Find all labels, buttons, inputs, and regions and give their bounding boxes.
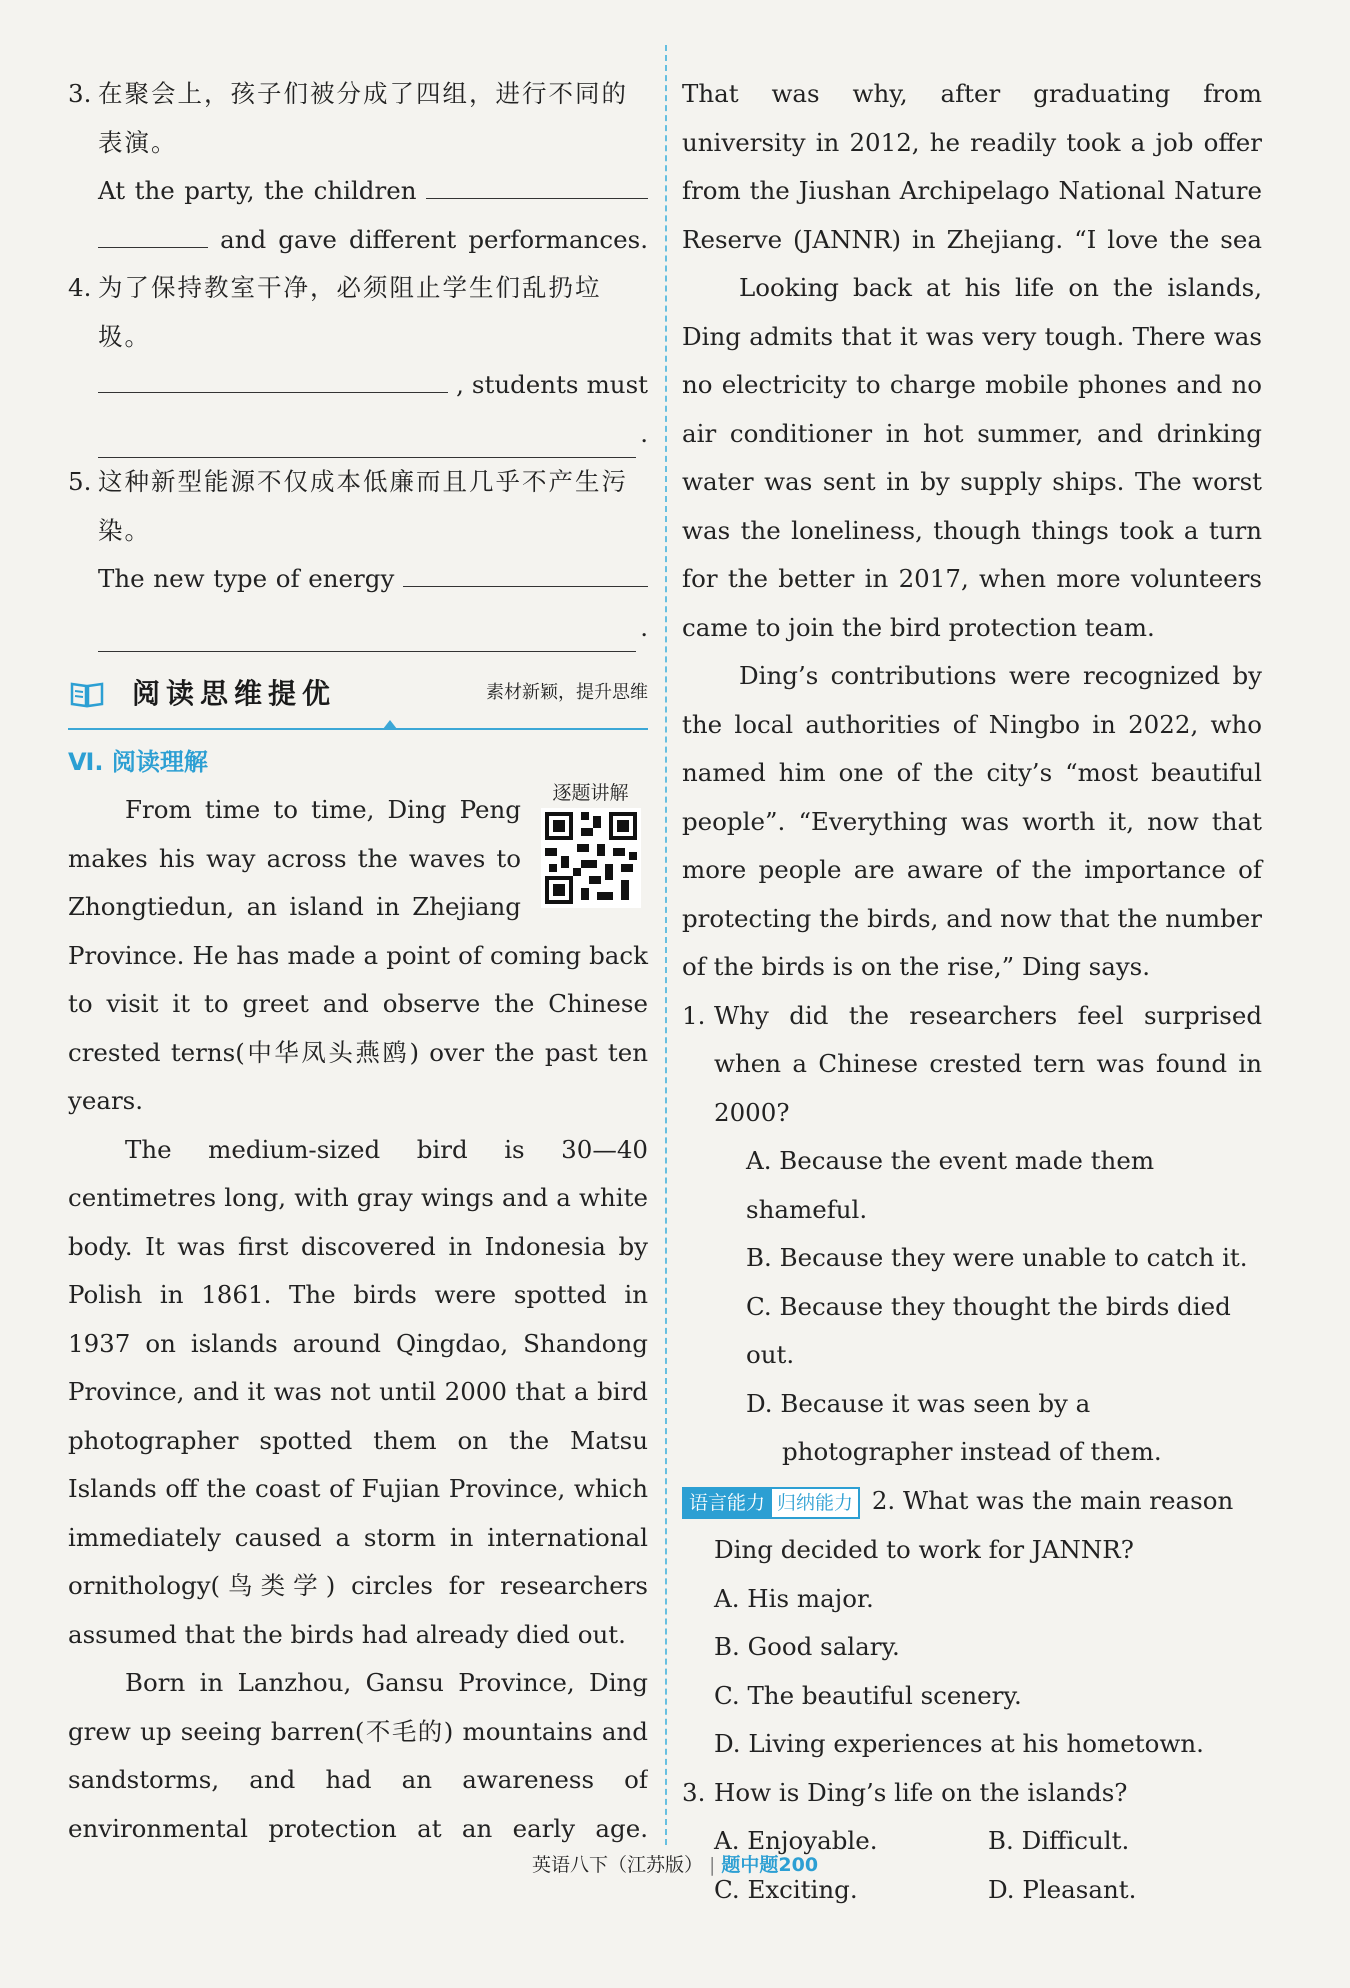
exercise-english-line: , students must bbox=[98, 361, 648, 410]
option-a[interactable]: A. His major. bbox=[714, 1583, 874, 1613]
qr-code-icon[interactable] bbox=[541, 808, 641, 908]
exercise-english-line: At the party, the children bbox=[98, 167, 648, 216]
exercise-number: 5. bbox=[68, 467, 92, 496]
option-c[interactable]: C. The beautiful scenery. bbox=[714, 1680, 1022, 1710]
column-divider bbox=[665, 45, 667, 1845]
question-number: 1. bbox=[682, 1000, 706, 1030]
skill-tag-summary: 归纳能力 bbox=[772, 1487, 860, 1519]
skill-tags bbox=[682, 1478, 860, 1527]
right-column bbox=[682, 70, 1262, 1914]
option-a[interactable]: A. Because the event made them shameful. bbox=[746, 1146, 1155, 1224]
section-subtitle: 素材新颖，提升思维 bbox=[486, 682, 648, 703]
question-3 bbox=[682, 1769, 1262, 1915]
passage-paragraph-1: From time to time, Ding Peng makes his way across the waves to Zhongtiedun, an island in Zhejiang Province. He has made a point of coming back to visit it to greet and observe the Chinese crested terns(中华凤头燕鸥) over the past ten years. bbox=[68, 795, 648, 1115]
passage-paragraph-2: The medium-sized bird is 30—40 centimetres long, with gray wings and a white body. It was first discovered in Indonesia by Polish in 1861. The birds were spotted in 1937 on islands around Qingdao, Shandong Province, and it was not until 2000 that a bird photographer spotted them on the Matsu Islands off the coast of Fujian Province, which immediately caused a storm in international ornithology(鸟类学) circles for researchers assumed that the birds had already died out. bbox=[68, 1134, 648, 1649]
question-text: Why did the researchers feel surprised when a Chinese crested tern was found in 2000? bbox=[714, 1000, 1262, 1127]
option-a[interactable]: A. Enjoyable. bbox=[714, 1826, 878, 1856]
book-icon bbox=[70, 680, 104, 708]
exercise-3 bbox=[68, 70, 648, 264]
option-c[interactable]: C. Because they thought the birds died out. bbox=[746, 1291, 1231, 1369]
qr-block[interactable] bbox=[533, 780, 648, 925]
exercise-english-line: . bbox=[98, 410, 648, 459]
option-d[interactable]: D. Pleasant. bbox=[988, 1874, 1137, 1904]
answer-blank[interactable] bbox=[426, 168, 648, 199]
exercise-number: 3. bbox=[68, 79, 92, 108]
question-text-continued: Ding decided to work for JANNR? bbox=[714, 1535, 1134, 1565]
exercise-4 bbox=[68, 264, 648, 458]
qr-label: 逐题讲解 bbox=[552, 782, 629, 804]
question-text: How is Ding’s life on the islands? bbox=[714, 1777, 1128, 1807]
exercise-chinese: 在聚会上，孩子们被分成了四组，进行不同的表演。 bbox=[98, 79, 628, 157]
passage-paragraph-4: Looking back at his life on the islands, Ding admits that it was very tough. There was no electricity to charge mobile phones and no air conditioner in hot summer, and drinking water was sent in by supply ships. The worst was the loneliness, though things took a turn for the better in 2017, when more volunteers came to join the bird protection team. bbox=[682, 273, 1262, 642]
header-marker bbox=[383, 720, 397, 729]
section-header bbox=[68, 668, 648, 730]
exercise-english-line: and gave different performances. bbox=[98, 216, 648, 265]
answer-blank[interactable] bbox=[98, 362, 448, 393]
answer-blank[interactable] bbox=[98, 427, 636, 458]
exercise-5 bbox=[68, 458, 648, 652]
exercise-chinese: 这种新型能源不仅成本低廉而且几乎不产生污染。 bbox=[98, 467, 628, 545]
answer-blank[interactable] bbox=[98, 217, 208, 248]
question-number: 2. bbox=[871, 1485, 896, 1515]
option-b[interactable]: B. Good salary. bbox=[714, 1632, 900, 1662]
option-b[interactable]: B. Because they were unable to catch it. bbox=[746, 1243, 1248, 1272]
option-b[interactable]: B. Difficult. bbox=[988, 1826, 1130, 1856]
brand-name: 题中题 bbox=[721, 1854, 779, 1876]
exercise-chinese: 为了保持教室干净，必须阻止学生们乱扔垃圾。 bbox=[98, 273, 602, 351]
answer-blank[interactable] bbox=[403, 556, 648, 587]
answer-blank[interactable] bbox=[98, 621, 636, 652]
question-text: What was the main reason bbox=[903, 1485, 1234, 1515]
part-title: Ⅵ. 阅读理解 bbox=[68, 748, 208, 776]
exercise-number: 4. bbox=[68, 273, 92, 302]
question-2-first-line bbox=[682, 1477, 1262, 1527]
passage-paragraph-3: Born in Lanzhou, Gansu Province, Ding grew up seeing barren(不毛的) mountains and sandstorms, and had an awareness of environmental protection at an early age. bbox=[68, 1668, 648, 1843]
left-column bbox=[68, 70, 648, 1853]
book-title: 英语八下（江苏版） bbox=[531, 1854, 703, 1876]
question-2 bbox=[682, 1477, 1262, 1769]
question-1 bbox=[682, 992, 1262, 1477]
option-d[interactable]: D. Because it was seen by a photographer instead of them. bbox=[746, 1388, 1162, 1466]
exercise-english-line: The new type of energy bbox=[98, 555, 648, 604]
passage-paragraph-3-continued: That was why, after graduating from university in 2012, he readily took a job offer from the Jiushan Archipelago National Nature Reserve (JANNR) in Zhejiang. “I love the sea bbox=[682, 79, 1262, 254]
page-number: 200 bbox=[778, 1854, 819, 1876]
section-title: 阅读思维提优 bbox=[132, 677, 337, 710]
passage-paragraph-5: Ding’s contributions were recognized by the local authorities of Ningbo in 2022, who named him one of the city’s “most beautiful people”. “Everything was worth it, now that more people are aware of the importance of protecting the birds, and now that the number of the birds is on the rise,” Ding says. bbox=[682, 661, 1262, 981]
question-number: 3. bbox=[682, 1777, 706, 1807]
exercise-english-line: . bbox=[98, 604, 648, 653]
option-c[interactable]: C. Exciting. bbox=[714, 1874, 858, 1904]
page-footer: 英语八下（江苏版） | 题中题200 bbox=[531, 1854, 819, 1876]
skill-tag-language: 语言能力 bbox=[682, 1487, 772, 1519]
option-d[interactable]: D. Living experiences at his hometown. bbox=[714, 1729, 1204, 1759]
